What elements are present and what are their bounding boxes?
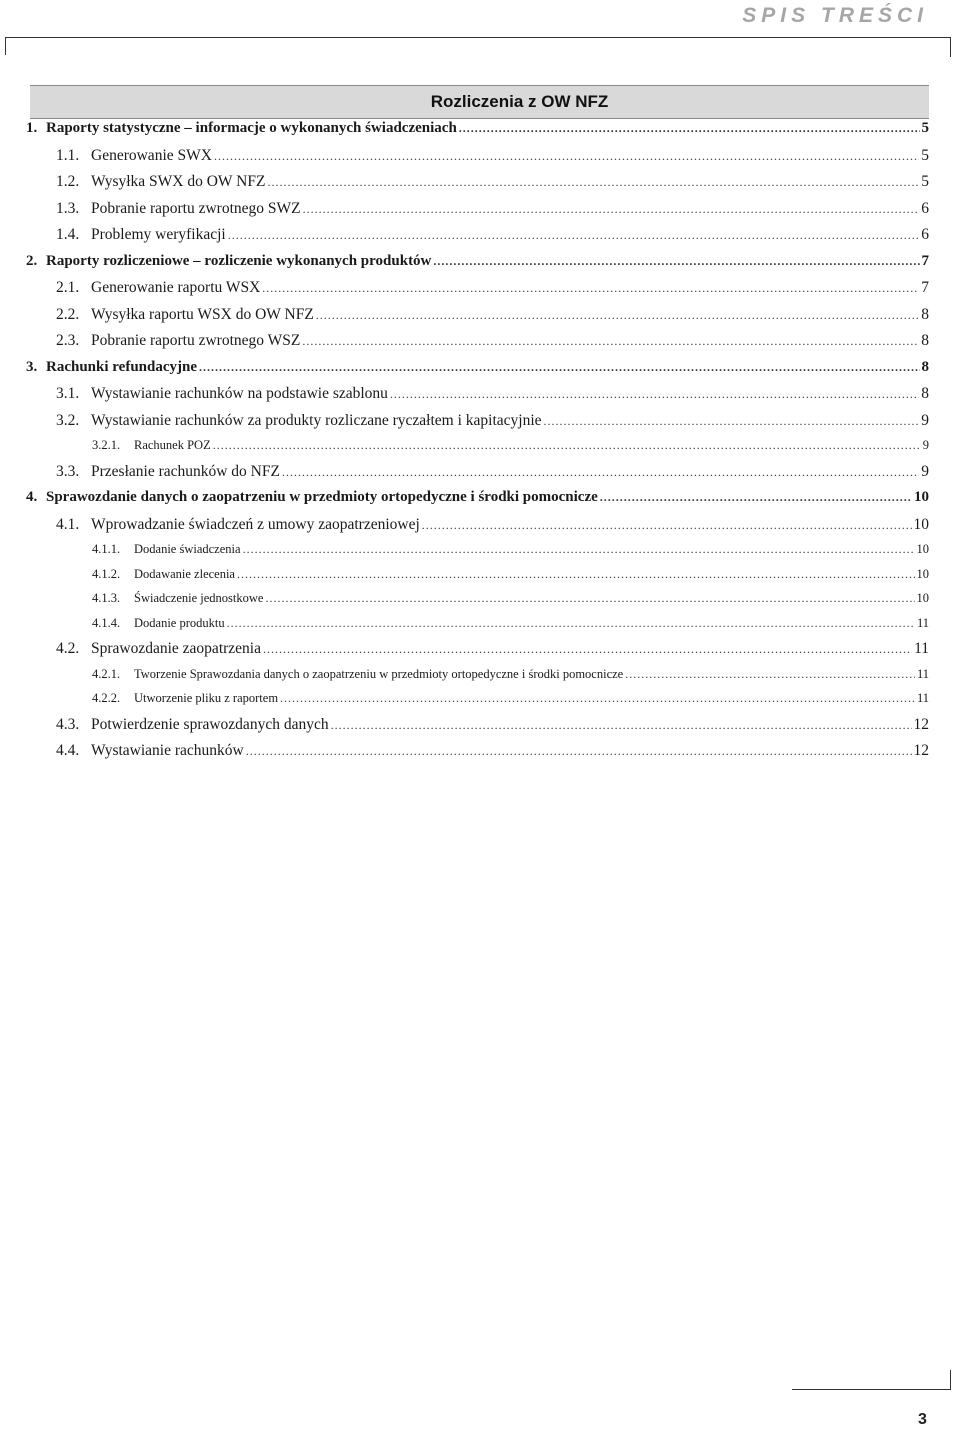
toc-entry[interactable] xyxy=(26,359,929,386)
toc-entry-number: 4.2.2. xyxy=(92,691,121,705)
toc-entry-title xyxy=(56,412,542,430)
toc-entry-title xyxy=(26,489,598,506)
toc-entry[interactable] xyxy=(26,253,929,280)
toc-entry-text: Utworzenie pliku z raportem xyxy=(134,691,279,705)
toc-entry[interactable] xyxy=(26,412,929,439)
toc-entry-page: 6 xyxy=(921,226,929,243)
toc-entry-page: 10 xyxy=(916,542,929,556)
toc-entry-title xyxy=(56,332,300,350)
toc-entry[interactable] xyxy=(26,567,929,592)
toc-dot-leader xyxy=(303,202,920,217)
toc-entry-number: 4.1. xyxy=(56,515,80,533)
toc-dot-leader xyxy=(228,228,920,243)
page-header-title: SPIS TREŚCI xyxy=(742,4,928,27)
toc-entry-text: Pobranie raportu zwrotnego WSZ xyxy=(91,332,301,349)
section-title: Rozliczenia z OW NFZ xyxy=(430,92,609,111)
toc-entry[interactable] xyxy=(26,438,929,463)
toc-entry-title xyxy=(56,279,260,297)
toc-entry-number: 3.3. xyxy=(56,462,80,480)
toc-entry-number: 2.3. xyxy=(56,332,80,349)
toc-entry-number: 1. xyxy=(26,120,38,136)
toc-entry-number: 3.2.1. xyxy=(92,438,121,452)
toc-entry-title xyxy=(56,463,280,481)
toc-dot-leader xyxy=(243,542,915,557)
toc-entry-text: Wystawianie rachunków za produkty rozliczane ryczałtem i kapitacyjnie xyxy=(91,411,542,429)
toc-dot-leader xyxy=(433,254,919,269)
toc-entry-text: Wysyłka raportu WSX do OW NFZ xyxy=(91,305,314,323)
toc-entry-text: Potwierdzenie sprawozdanych danych xyxy=(91,715,329,733)
toc-entry-number: 3.2. xyxy=(56,411,80,429)
toc-entry-text: Raporty rozliczeniowe – rozliczenie wykonanych produktów xyxy=(46,252,432,269)
toc-entry-text: Rachunki refundacyjne xyxy=(46,358,197,375)
toc-entry-number: 4.1.2. xyxy=(92,566,121,581)
header-rule xyxy=(5,37,951,38)
toc-entry-text: Dodawanie zlecenia xyxy=(134,566,235,581)
toc-entry-title xyxy=(92,591,263,606)
toc-entry[interactable] xyxy=(26,226,929,253)
toc-entry-page: 9 xyxy=(921,462,929,480)
toc-dot-leader xyxy=(422,518,912,533)
toc-entry-page: 5 xyxy=(921,173,929,190)
toc-entry-title xyxy=(26,120,457,137)
toc-entry[interactable] xyxy=(26,591,929,616)
toc-entry[interactable] xyxy=(26,332,929,359)
toc-entry-title xyxy=(56,640,261,658)
toc-entry-title xyxy=(92,542,241,557)
toc-entry-title xyxy=(26,253,431,270)
header-rule-left-tick xyxy=(5,37,6,55)
toc-entry-text: Generowanie SWX xyxy=(91,146,212,164)
section-title-bar xyxy=(30,85,929,119)
toc-dot-leader xyxy=(280,691,915,706)
toc-entry-title xyxy=(92,667,623,682)
toc-entry-text: Wprowadzanie świadczeń z umowy zaopatrzeniowej xyxy=(91,515,420,533)
toc-entry-number: 4.1.1. xyxy=(92,542,121,556)
toc-entry-title xyxy=(92,691,278,706)
toc-entry-text: Tworzenie Sprawozdania danych o zaopatrzeniu w przedmioty ortopedyczne i środki pomocnicze xyxy=(134,666,624,681)
toc-entry-number: 4. xyxy=(26,489,38,505)
toc-dot-leader xyxy=(227,616,915,631)
toc-entry-text: Wysyłka SWX do OW NFZ xyxy=(91,173,266,190)
toc-entry-text: Problemy weryfikacji xyxy=(91,226,226,243)
footer-rule xyxy=(792,1389,950,1390)
toc-entry[interactable] xyxy=(26,120,929,147)
toc-entry-title xyxy=(92,567,235,582)
toc-entry-text: Rachunek POZ xyxy=(134,438,211,452)
toc-entry-title xyxy=(56,516,420,534)
toc-entry-number: 2.1. xyxy=(56,279,80,296)
toc-entry-page: 8 xyxy=(921,358,929,375)
toc-entry-number: 2.2. xyxy=(56,305,80,323)
toc-entry[interactable] xyxy=(26,516,929,543)
toc-entry-title xyxy=(92,616,225,631)
toc-entry-title xyxy=(56,226,226,244)
toc-dot-leader xyxy=(331,718,912,733)
footer-rule-tick xyxy=(950,1370,951,1390)
toc-entry-number: 1.4. xyxy=(56,226,80,243)
toc-entry-page: 11 xyxy=(914,640,929,657)
toc-entry-number: 1.1. xyxy=(56,146,80,164)
toc-dot-leader xyxy=(246,744,912,759)
toc-entry-number: 2. xyxy=(26,252,38,269)
toc-dot-leader xyxy=(600,490,912,505)
toc-entry[interactable] xyxy=(26,200,929,227)
toc-dot-leader xyxy=(214,149,919,164)
toc-entry-page: 11 xyxy=(916,615,929,630)
toc-dot-leader xyxy=(237,567,915,582)
toc-entry-text: Wystawianie rachunków xyxy=(91,742,244,759)
toc-entry-number: 4.3. xyxy=(56,715,80,733)
toc-entry-title xyxy=(56,716,329,734)
toc-dot-leader xyxy=(302,334,919,349)
toc-entry-number: 4.1.3. xyxy=(92,591,121,605)
toc-entry-page: 12 xyxy=(913,742,929,759)
toc-entry-title xyxy=(56,147,212,165)
toc-entry-text: Wystawianie rachunków na podstawie szablonu xyxy=(91,385,388,402)
toc-entry-title xyxy=(56,385,388,403)
toc-entry[interactable] xyxy=(26,463,929,490)
toc-entry-page: 9 xyxy=(921,411,929,429)
toc-entry-number: 4.2. xyxy=(56,640,80,657)
toc-entry[interactable] xyxy=(26,147,929,174)
toc-entry-title xyxy=(26,359,197,376)
toc-entry-page: 8 xyxy=(921,385,929,402)
toc-entry-page: 10 xyxy=(913,515,929,533)
toc-dot-leader xyxy=(262,281,919,296)
toc-dot-leader xyxy=(390,387,919,402)
toc-entry[interactable] xyxy=(26,616,929,641)
toc-entry-page: 10 xyxy=(916,591,929,605)
toc-entry[interactable] xyxy=(26,716,929,743)
toc-entry-text: Świadczenie jednostkowe xyxy=(134,591,264,605)
toc-entry-title xyxy=(56,173,265,191)
toc-entry-number: 3. xyxy=(26,358,38,375)
toc-dot-leader xyxy=(544,414,920,429)
toc-entry-text: Dodanie produktu xyxy=(134,615,225,630)
toc-dot-leader xyxy=(263,642,912,657)
toc-entry-title xyxy=(56,742,244,760)
toc-entry-text: Pobranie raportu zwrotnego SWZ xyxy=(91,199,301,217)
toc-dot-leader xyxy=(267,175,919,190)
toc-entry-page: 10 xyxy=(914,489,929,505)
toc-entry-number: 3.1. xyxy=(56,385,80,402)
toc-entry-title xyxy=(56,306,314,324)
header-rule-right-tick xyxy=(950,37,951,57)
toc-entry-text: Sprawozdanie zaopatrzenia xyxy=(91,640,261,657)
toc-entry-number: 1.3. xyxy=(56,199,80,217)
toc-entry-text: Dodanie świadczenia xyxy=(134,542,241,556)
toc-entry-number: 1.2. xyxy=(56,173,80,190)
toc-entry[interactable] xyxy=(26,691,929,716)
table-of-contents xyxy=(26,120,929,769)
toc-entry-number: 4.2.1. xyxy=(92,666,121,681)
toc-entry[interactable] xyxy=(26,742,929,769)
toc-entry-page: 10 xyxy=(916,566,929,581)
toc-entry-number: 4.4. xyxy=(56,742,80,759)
toc-entry-text: Sprawozdanie danych o zaopatrzeniu w przedmioty ortopedyczne i środki pomocnicze xyxy=(46,489,598,505)
toc-entry[interactable] xyxy=(26,542,929,567)
toc-entry-page: 11 xyxy=(916,691,929,705)
toc-entry-page: 8 xyxy=(921,305,929,323)
toc-entry[interactable] xyxy=(26,667,929,692)
toc-entry[interactable] xyxy=(26,640,929,667)
toc-entry-page: 8 xyxy=(921,332,929,349)
toc-entry-page: 7 xyxy=(921,279,929,296)
toc-entry-text: Generowanie raportu WSX xyxy=(91,279,261,296)
toc-dot-leader xyxy=(316,308,919,323)
toc-entry[interactable] xyxy=(26,385,929,412)
toc-entry-page: 5 xyxy=(921,146,929,164)
toc-entry[interactable] xyxy=(26,489,929,516)
toc-dot-leader xyxy=(199,360,920,375)
toc-entry[interactable] xyxy=(26,279,929,306)
toc-dot-leader xyxy=(459,121,920,136)
toc-entry-page: 11 xyxy=(916,666,929,681)
toc-dot-leader xyxy=(213,438,921,453)
toc-entry-page: 7 xyxy=(921,252,929,269)
toc-entry-title xyxy=(92,438,211,453)
toc-entry-title xyxy=(56,200,301,218)
toc-entry-page: 9 xyxy=(922,438,929,452)
toc-entry-page: 12 xyxy=(913,715,929,733)
toc-dot-leader xyxy=(282,465,919,480)
page-number: 3 xyxy=(918,1411,927,1428)
toc-entry-number: 4.1.4. xyxy=(92,615,121,630)
toc-entry[interactable] xyxy=(26,173,929,200)
toc-entry-page: 6 xyxy=(921,199,929,217)
toc-entry-text: Raporty statystyczne – informacje o wykonanych świadczeniach xyxy=(46,120,457,136)
toc-entry[interactable] xyxy=(26,306,929,333)
toc-entry-text: Przesłanie rachunków do NFZ xyxy=(91,462,280,480)
toc-dot-leader xyxy=(625,667,915,682)
toc-dot-leader xyxy=(265,591,914,606)
toc-entry-page: 5 xyxy=(921,120,929,136)
